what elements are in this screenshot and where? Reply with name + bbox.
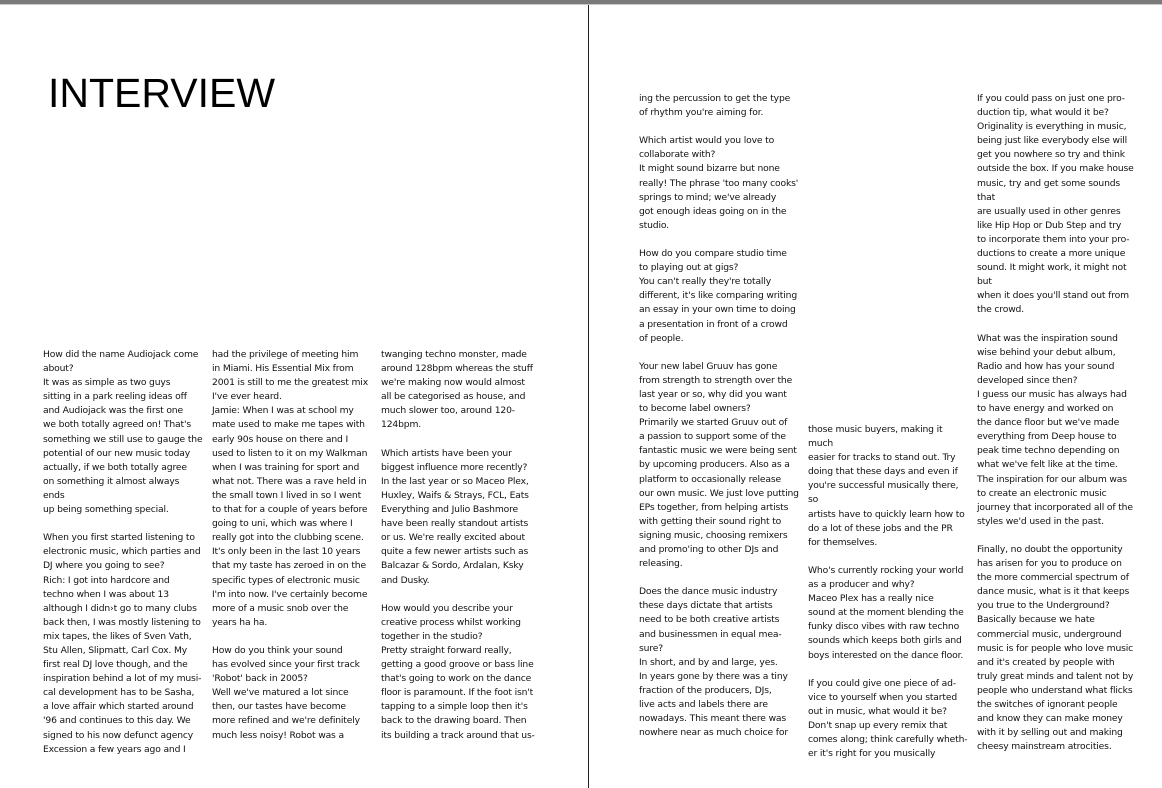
paragraph: twanging techno monster, made around 128bpm whereas the stuff we're making now would almost all be categorised as house, and much slower too, around 120- 124bpm. <box>381 349 533 431</box>
paragraph: Your new label Gruuv has gone from strength to strength over the last year or so, why did you want to become label owners? Primarily we started Gruuv out of a passion to support some of the fantastic music we were being sent by upcoming producers. Also as a platform to occasionally release our own music. We just love putting EPs together, from helping artists with getting their sound right to signing music, choosing remixers and promo'ing to other DJs and releasing. <box>639 360 799 570</box>
paragraph: Which artists have been your biggest influence more recently? In the last year or so Maceo Plex, Huxley, Waifs & Strays, FCL, Eats Everything and Julio Bashmore have been really standout artists or us. We're really excited about quite a few newer artists such as Balcazar & Sordo, Ardalan, Ksky and Dusky. <box>381 447 529 586</box>
paragraph: Who's currently rocking your world as a producer and why? Maceo Plex has a really nice sound at the moment blending the funky disco vibes with raw techno sounds which keeps both girls and boys interested on the dance floor. <box>808 564 964 661</box>
right-page <box>589 5 1162 788</box>
paragraph: Finally, no doubt the opportunity has arisen for you to produce on the more commercial spectrum of dance music, what is it that keeps you true to the Underground? Basically because we hate commercial music, underground music is for people who love music and it's created by people with truly great minds and talent not by people who understand what flicks the switches of ignorant people and know they can make money with it by selling out and making cheesy mainstream atrocities. <box>977 544 1134 753</box>
paragraph: When you first started listening to electronic music, which parties and DJ where you going to see? Rich: I got into hardcore and techno when I was about 13 although I didn›t go to many clubs back then, I was mostly listening to mix tapes, the likes of Sven Vath, Stu Allen, Slipmatt, Carl Cox. My first real DJ love though, and the inspiration behind a lot of my musi- cal development has to be Sasha, a love affair which started around '96 and continues to this day. We signed to his now defunct agency Excession a few years ago and I <box>43 532 202 755</box>
paragraph: Does the dance music industry these days dictate that artists need to be both creative artists and businessmen in equal mea- sure? In short, and by and large, yes. In years gone by there was a tiny fraction of the producers, DJs, live acts and labels there are nowadays. This meant there was nowhere near as much choice for <box>639 586 788 739</box>
text-column-2 <box>212 348 372 743</box>
paragraph: Which artist would you love to collaborate with? It might sound bizarre but none really! The phrase 'too many cooks' springs to mind; we've already got enough ideas going on in the studio. <box>639 135 799 231</box>
text-column-5 <box>808 423 968 761</box>
paragraph: those music buyers, making it much easier for tracks to stand out. Try doing that these days and even if you're successful musically there, so artists have to quickly learn how to do a lot of these jobs and the PR for themselves. <box>808 424 965 548</box>
paragraph: How would you describe your creative process whilst working together in the studio? Pretty straight forward really, getting a good groove or bass line that's going to work on the dance floor is paramount. If the foot isn't tapping to a simple loop then it's back to the drawing board. Then its building a track around that us- <box>381 602 535 741</box>
text-column-3 <box>381 348 541 743</box>
page-title: INTERVIEW <box>48 70 276 116</box>
text-column-6 <box>977 92 1137 754</box>
paragraph: If you could give one piece of ad- vice to yourself when you started out in music, what would it be? Don't snap up every remix that comes along; think carefully wheth- er it's right for you musically <box>808 677 968 760</box>
paragraph: ing the percussion to get the type of rhythm you're aiming for. <box>639 93 791 119</box>
paragraph: What was the inspiration sound wise behind your debut album, Radio and how has your sound developed since then? I guess our music has always had to have energy and worked on the dance floor but we've made everything from Deep house to peak time techno depending on what we've felt like at the time. The inspiration for our album was to create an electronic music journey that incorporated all of the styles we'd used in the past. <box>977 332 1133 527</box>
paragraph: How did the name Audiojack come about? It was as simple as two guys sitting in a park reeling ideas off and Audiojack was the first one we both totally agreed on! That's something we still use to gauge the potential of our new music today actually, if we both totally agree on something it almost always ends up being something special. <box>43 349 203 516</box>
text-column-4 <box>639 92 799 740</box>
text-column-1 <box>43 348 203 757</box>
paragraph: How do you compare studio time to playing out at gigs? You can't really they're totally different, it's like comparing writing an essay in your own time to doing a presentation in front of a crowd of people. <box>639 248 798 344</box>
paragraph: How do you think your sound has evolved since your first track 'Robot' back in 2005? Well we've matured a lot since then, our tastes have become more refined and we're definitely much less noisy! Robot was a <box>212 644 360 741</box>
left-page <box>0 5 588 788</box>
paragraph: had the privilege of meeting him in Miami. His Essential Mix from 2001 is still to me the greatest mix I've ever heard. Jamie: When I was at school my mate used to make me tapes with early 90s house on there and I used to listen to it on my Walkman when I was training for sport and what not. There was a rave held in the small town I lived in so I went to that for a couple of years before going to uni, which was where I really got into the clubbing scene. It's only been in the last 10 years that my taste has zeroed in on the specific types of electronic music I'm into now. I've certainly become more of a music snob over the years ha ha. <box>212 349 368 628</box>
paragraph: If you could pass on just one pro- duction tip, what would it be? Originality is everything in music, being just like everybody else will get you nowhere so try and think outside the box. If you make house music, try and get some sounds that are usually used in other genres like Hip Hop or Dub Step and try to incorporate them into your pro- ductions to create a more unique sound. It might work, it might not but when it does you'll stand out from the crowd. <box>977 93 1134 316</box>
